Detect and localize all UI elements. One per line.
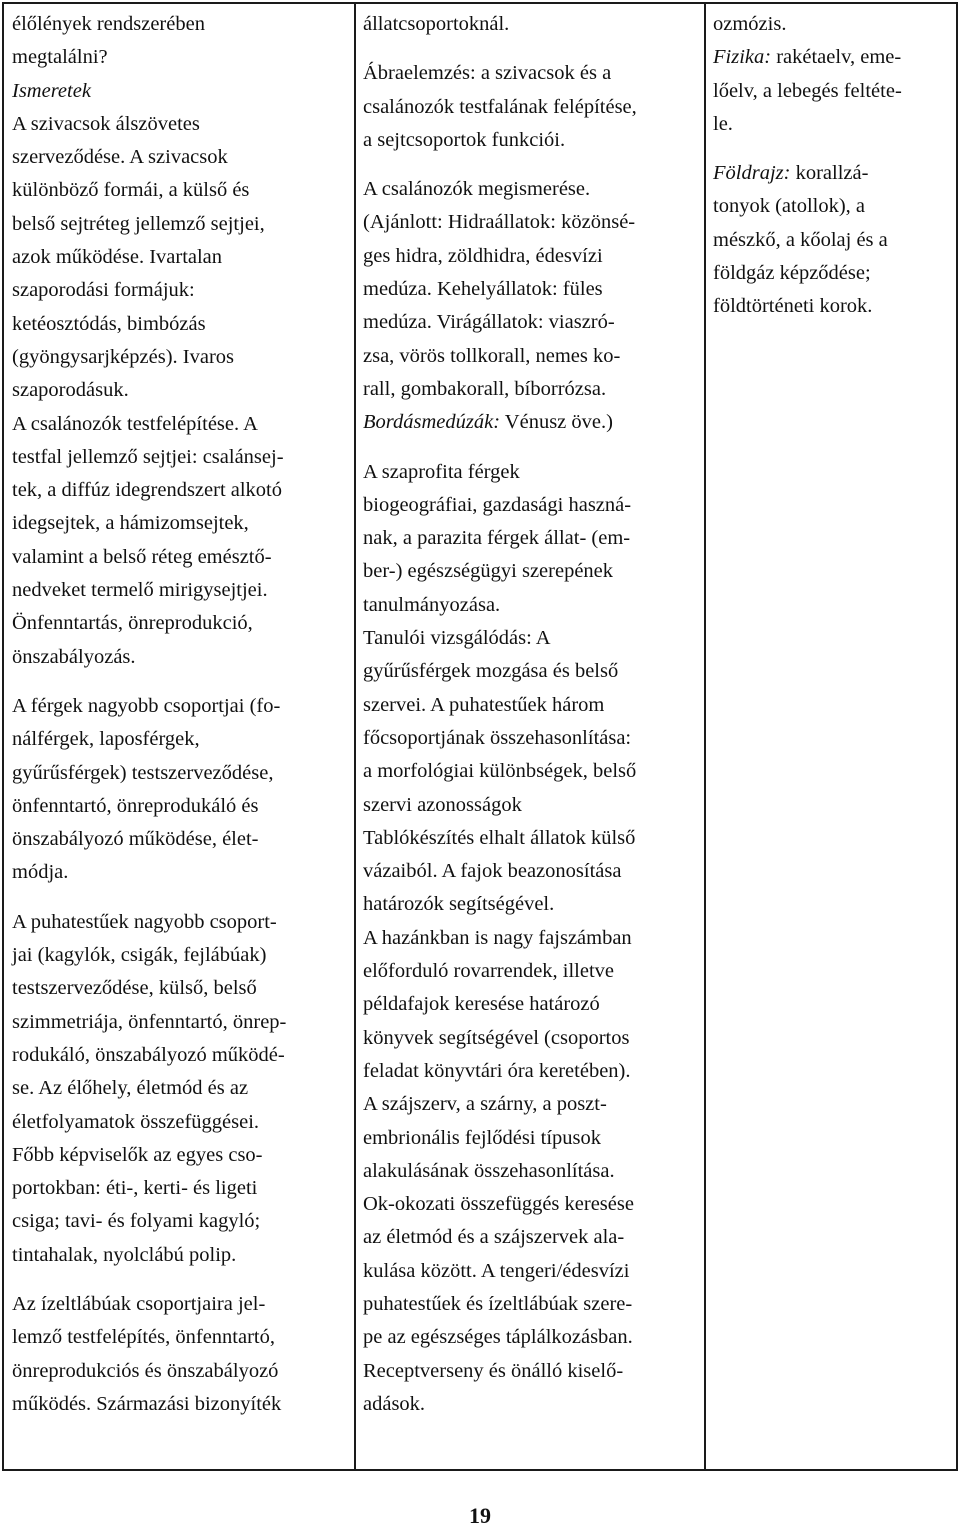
line-text: belső sejtréteg jellemző sejtjei, — [12, 212, 265, 235]
line-text: testfal jellemző sejtjei: csalánsej- — [12, 445, 284, 468]
text-line — [12, 1355, 286, 1388]
line-text: Ábraelemzés: a szivacsok és a — [363, 62, 612, 85]
line-text: adások. — [363, 1392, 426, 1415]
line-text: gyűrűsférgek) testszerveződése, — [12, 761, 274, 784]
line-text: Tanulói vizsgálódás: A — [363, 627, 551, 650]
line-text: pe az egészséges táplálkozásban. — [363, 1326, 633, 1349]
line-text: A hazánkban is nagy fajszámban — [363, 926, 632, 949]
text-line — [363, 522, 637, 555]
line-text: önszabályozó működése, élet- — [12, 828, 259, 851]
text-line — [12, 208, 286, 241]
line-text: szimmetriája, önfenntartó, önrep- — [12, 1010, 287, 1033]
line-text: működés. Származási bizonyíték — [12, 1392, 282, 1415]
text-line — [12, 8, 286, 41]
line-text: módja. — [12, 861, 69, 884]
line-text: szaporodási formájuk: — [12, 279, 195, 302]
paragraph-gap — [713, 141, 902, 157]
text-line — [363, 1122, 637, 1155]
text-line — [363, 1188, 637, 1221]
line-text: megtalálni? — [12, 46, 108, 69]
line-text: ber-) egészségügyi szerepének — [363, 560, 614, 583]
line-text: nak, a parazita férgek állat- (em- — [363, 527, 631, 550]
text-line — [363, 124, 637, 157]
text-line — [363, 373, 637, 406]
line-text: A puhatestűek nagyobb csoport- — [12, 910, 277, 933]
line-text: azok működése. Ivartalan — [12, 246, 223, 269]
line-text: szervi azonosságok — [363, 793, 522, 816]
text-line — [713, 224, 902, 257]
text-line — [363, 689, 637, 722]
curriculum-table — [2, 2, 958, 1471]
line-text: valamint a belső réteg emésztő- — [12, 545, 272, 568]
text-line — [363, 922, 637, 955]
text-line — [713, 290, 902, 323]
line-text: életfolyamatok összefüggései. — [12, 1110, 260, 1133]
text-line — [363, 722, 637, 755]
text-line — [363, 755, 637, 788]
text-line — [363, 855, 637, 888]
line-text: tintahalak, nyolclábú polip. — [12, 1243, 237, 1266]
text-line — [12, 1388, 286, 1421]
line-text: állatcsoportoknál. — [363, 13, 510, 35]
text-line — [12, 341, 286, 374]
line-text: nedveket termelő mirigysejtjei. — [12, 579, 268, 602]
text-line — [363, 555, 637, 588]
line-text: csiga; tavi- és folyami kagyló; — [12, 1210, 261, 1233]
line-text: A férgek nagyobb csoportjai (fo- — [12, 694, 281, 717]
line-text: Önfenntartás, önreprodukció, — [12, 612, 253, 635]
line-text: nálférgek, laposférgek, — [12, 728, 200, 751]
line-text-rest: rakétaelv, eme- — [771, 46, 902, 69]
page-number: 19 — [469, 1503, 491, 1528]
paragraph-gap — [12, 674, 286, 690]
line-text: biogeográfiai, gazdasági haszná- — [363, 493, 632, 516]
line-text: tonyok (atollok), a — [713, 195, 866, 218]
text-line — [363, 988, 637, 1021]
line-text: medúza. Virágállatok: viaszró- — [363, 311, 615, 334]
line-text: ges hidra, zöldhidra, édesvízi — [363, 244, 603, 267]
column-divider — [704, 4, 706, 1469]
activities-column — [363, 8, 637, 1421]
text-line — [713, 75, 902, 108]
text-line — [12, 1106, 286, 1139]
line-text: előforduló rovarrendek, illetve — [363, 960, 615, 983]
line-text: szerveződése. A szivacsok — [12, 146, 228, 169]
text-line — [12, 1205, 286, 1238]
line-text: Fizika: — [713, 46, 772, 69]
text-line — [363, 888, 637, 921]
text-line — [713, 157, 902, 190]
line-text: az életmód és a szájszervek ala- — [363, 1226, 625, 1249]
text-line — [363, 955, 637, 988]
text-line — [12, 75, 286, 108]
text-line — [12, 1172, 286, 1205]
line-text: Receptverseny és önálló kiselő- — [363, 1359, 624, 1382]
text-line — [12, 174, 286, 207]
text-line — [12, 274, 286, 307]
paragraph-gap — [12, 890, 286, 906]
line-text: testszerveződése, külső, belső — [12, 977, 257, 1000]
text-line — [12, 823, 286, 856]
line-text-rest: Vénusz öve.) — [500, 411, 613, 434]
text-line — [363, 1288, 637, 1321]
text-line — [363, 1155, 637, 1188]
text-line — [363, 406, 637, 439]
line-text: a sejtcsoportok funkciói. — [363, 128, 566, 151]
text-line — [363, 622, 637, 655]
text-line — [363, 1355, 637, 1388]
line-text: ozmózis. — [713, 13, 787, 35]
text-line — [713, 257, 902, 290]
text-line — [363, 655, 637, 688]
text-line — [12, 1321, 286, 1354]
text-line — [12, 1072, 286, 1105]
line-text: rodukáló, önszabályozó működé- — [12, 1043, 285, 1066]
line-text: Földrajz: — [713, 162, 791, 185]
line-text: se. Az élőhely, életmód és az — [12, 1077, 249, 1100]
text-line — [12, 241, 286, 274]
line-text: rall, gombakorall, bíborrózsa. — [363, 377, 607, 400]
text-line — [12, 856, 286, 889]
text-line — [713, 41, 902, 74]
text-line — [12, 141, 286, 174]
line-text: főcsoportjának összehasonlítása: — [363, 726, 632, 749]
line-text: határozók segítségével. — [363, 893, 555, 916]
line-text: Ok-okozati összefüggés keresése — [363, 1193, 634, 1216]
line-text: A szivacsok álszövetes — [12, 112, 200, 135]
text-line — [363, 489, 637, 522]
text-line — [363, 456, 637, 489]
line-text: önszabályozás. — [12, 645, 136, 668]
text-line — [12, 108, 286, 141]
text-line — [12, 474, 286, 507]
content-column — [12, 8, 286, 1421]
line-text: medúza. Kehelyállatok: füles — [363, 278, 603, 301]
text-line — [363, 1221, 637, 1254]
line-text: alakulásának összehasonlítása. — [363, 1159, 615, 1182]
line-text: önfenntartó, önreprodukáló és — [12, 794, 259, 817]
text-line — [363, 273, 637, 306]
line-text: feladat könyvtári óra keretében). — [363, 1059, 631, 1082]
paragraph-gap — [363, 41, 637, 57]
paragraph-gap — [363, 157, 637, 173]
line-text: földgáz képződése; — [713, 262, 871, 285]
line-text: élőlények rendszerében — [12, 13, 205, 35]
text-line — [363, 1055, 637, 1088]
line-text: lőelv, a lebegés feltéte- — [713, 79, 902, 102]
line-text: jai (kagylók, csigák, fejlábúak) — [12, 944, 267, 967]
text-line — [12, 308, 286, 341]
line-text: lemző testfelépítés, önfenntartó, — [12, 1326, 275, 1349]
line-text: tanulmányozása. — [363, 593, 501, 616]
line-text: szaporodásuk. — [12, 379, 129, 402]
line-text: zsa, vörös tollkorall, nemes ko- — [363, 344, 621, 367]
text-line — [12, 790, 286, 823]
line-text: Főbb képviselők az egyes cso- — [12, 1143, 263, 1166]
line-text: mészkő, a kőolaj és a — [713, 228, 888, 251]
text-line — [12, 1006, 286, 1039]
text-line — [713, 108, 902, 141]
line-text: A csalánozók megismerése. — [363, 178, 591, 201]
text-line — [363, 589, 637, 622]
line-text: kulása között. A tengeri/édesvízi — [363, 1259, 630, 1282]
text-line — [12, 757, 286, 790]
column-divider — [354, 4, 356, 1469]
text-line — [363, 173, 637, 206]
line-text: gyűrűsférgek mozgása és belső — [363, 660, 619, 683]
text-line — [363, 240, 637, 273]
text-line — [12, 723, 286, 756]
line-text-rest: korallzá- — [790, 162, 869, 185]
line-text: puhatestűek és ízeltlábúak szere- — [363, 1292, 633, 1315]
line-text: példafajok keresése határozó — [363, 993, 600, 1016]
text-line — [12, 939, 286, 972]
text-line — [12, 441, 286, 474]
line-text: könyvek segítségével (csoportos — [363, 1026, 630, 1049]
line-text: csalánozók testfalának felépítése, — [363, 95, 637, 118]
paragraph-gap — [363, 440, 637, 456]
text-line — [363, 306, 637, 339]
line-text: a morfológiai különbségek, belső — [363, 760, 637, 783]
line-text: embrionális fejlődési típusok — [363, 1126, 601, 1149]
text-line — [12, 641, 286, 674]
line-text: Bordásmedúzák: — [363, 411, 501, 434]
text-line — [12, 906, 286, 939]
text-line — [12, 374, 286, 407]
text-line — [12, 507, 286, 540]
line-text: Az ízeltlábúak csoportjaira jel- — [12, 1292, 266, 1315]
text-line — [12, 574, 286, 607]
text-line — [12, 690, 286, 723]
cross-curricular-column — [713, 8, 902, 324]
line-text: önreprodukciós és önszabályozó — [12, 1359, 279, 1382]
line-text: tek, a diffúz idegrendszert alkotó — [12, 479, 283, 502]
text-line — [363, 1388, 637, 1421]
text-line — [713, 8, 902, 41]
line-text: ketéosztódás, bimbózás — [12, 312, 206, 335]
line-text: A csalánozók testfelépítése. A — [12, 412, 258, 435]
text-line — [12, 1139, 286, 1172]
text-line — [12, 1288, 286, 1321]
text-line — [363, 1022, 637, 1055]
text-line — [12, 541, 286, 574]
text-line — [363, 206, 637, 239]
line-text: idegsejtek, a hámizomsejtek, — [12, 512, 249, 535]
line-text: Tablókészítés elhalt állatok külső — [363, 826, 636, 849]
text-line — [363, 822, 637, 855]
line-text: szervei. A puhatestűek három — [363, 693, 605, 716]
line-text: A szaprofita férgek — [363, 460, 520, 483]
text-line — [713, 190, 902, 223]
paragraph-gap — [12, 1272, 286, 1288]
text-line — [12, 972, 286, 1005]
text-line — [363, 340, 637, 373]
line-text: portokban: éti-, kerti- és ligeti — [12, 1177, 258, 1200]
text-line — [12, 1239, 286, 1272]
text-line — [363, 91, 637, 124]
text-line — [363, 1255, 637, 1288]
text-line — [12, 408, 286, 441]
text-line — [12, 1039, 286, 1072]
line-text: (gyöngysarjképzés). Ivaros — [12, 345, 235, 368]
line-text: A szájszerv, a szárny, a poszt- — [363, 1093, 607, 1116]
text-line — [363, 8, 637, 41]
line-text: Ismeretek — [12, 79, 91, 102]
line-text: földtörténeti korok. — [713, 295, 873, 318]
text-line — [363, 789, 637, 822]
line-text: (Ajánlott: Hidraállatok: közönsé- — [363, 211, 636, 234]
line-text: különböző formái, a külső és — [12, 179, 250, 202]
line-text: le. — [713, 112, 733, 135]
line-text: vázaiból. A fajok beazonosítása — [363, 860, 622, 883]
text-line — [363, 57, 637, 90]
text-line — [12, 41, 286, 74]
text-line — [363, 1088, 637, 1121]
text-line — [12, 607, 286, 640]
text-line — [363, 1321, 637, 1354]
